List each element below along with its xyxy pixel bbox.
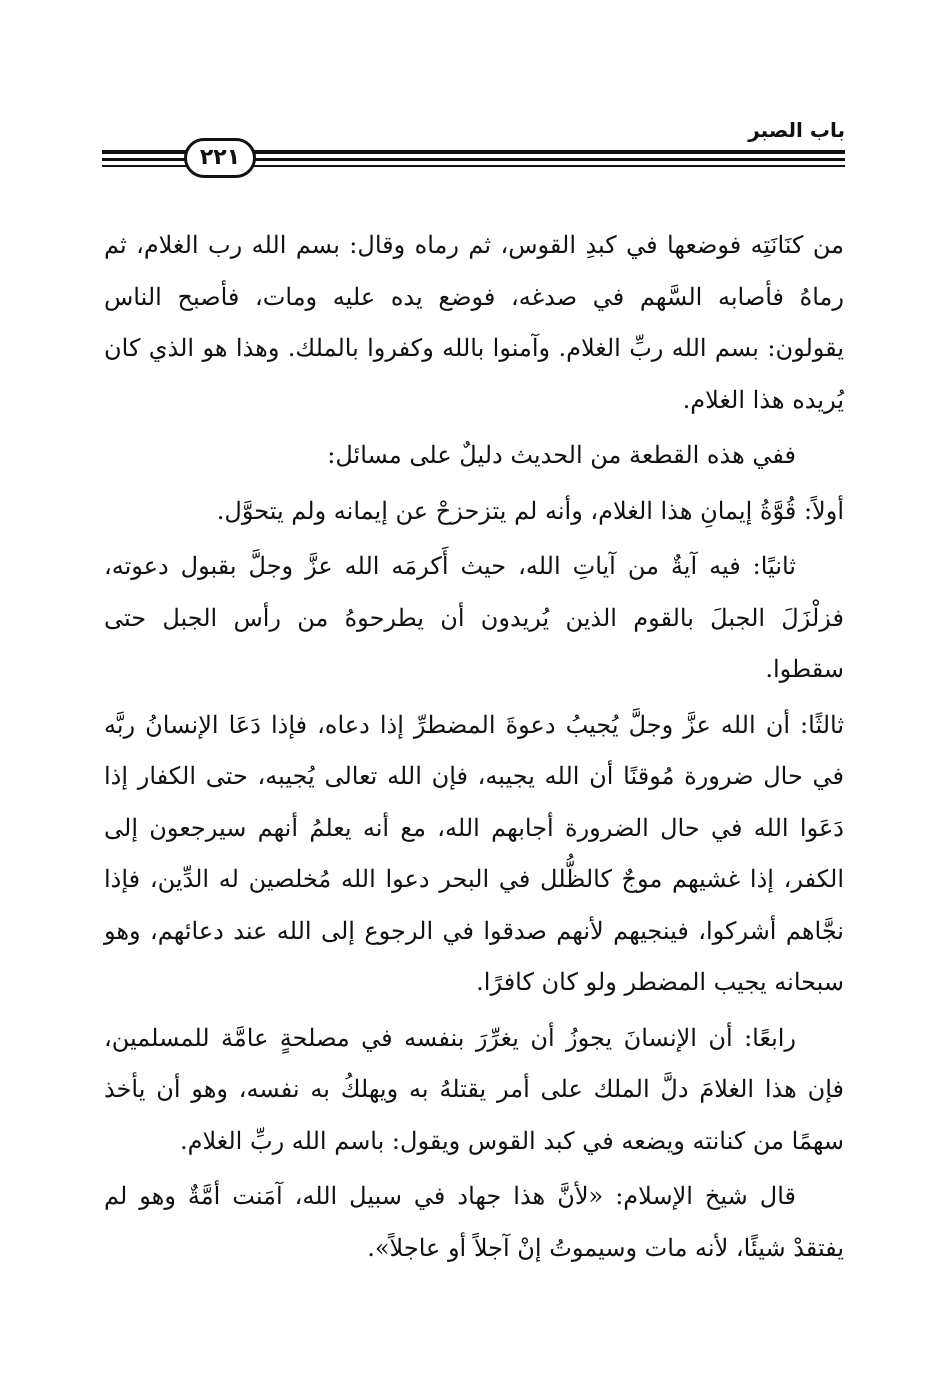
paragraph: قال شيخ الإسلام: «لأنَّ هذا جهاد في سبيل الله، آمَنت أمَّةٌ وهو لم يفتقدْ شيئًا، لأنه مات وسيموتُ إنْ آجلاً أو عاجلاً». xyxy=(104,1182,844,1262)
paragraph: من كنَانَتِه فوضعها في كبدِ القوس، ثم رماه وقال: بسم الله رب الغلام، ثم رماهُ فأصابه السَّهم في صدغه، فوضع يده عليه ومات، فأصبح الناس يقولون: بسم الله ربِّ الغلام. وآمنوا بالله وكفروا بالملك. وهذا هو الذي كان يُريده هذا الغلام. xyxy=(104,231,844,414)
paragraph: رابعًا: أن الإنسانَ يجوزُ أن يغرِّرَ بنفسه في مصلحةٍ عامَّة للمسلمين، فإن هذا الغلامَ دلَّ الملك على أمر يقتلهُ به ويهلكُ به نفسه، وهو أن يأخذ سهمًا من كنانته ويضعه في كبد القوس ويقول: باسم الله ربِّ الغلام. xyxy=(104,1023,844,1155)
chapter-title: باب الصبر xyxy=(748,118,845,142)
page-header xyxy=(102,118,845,178)
paragraph: ثانيًا: فيه آيةٌ من آياتِ الله، حيث أَكرمَه الله عزَّ وجلَّ بقبول دعوته، فزلْزَلَ الجبلَ بالقوم الذين يُريدون أن يطرحوهُ من رأس الجبل حتى سقطوا. xyxy=(104,552,844,683)
paragraph: ففي هذه القطعة من الحديث دليلٌ على مسائل: xyxy=(327,441,796,469)
page-number: ٢٢١ xyxy=(184,138,256,178)
body-text xyxy=(104,220,844,1278)
paragraph: ثالثًا: أن الله عزَّ وجلَّ يُجيبُ دعوةَ المضطرِّ إذا دعاه، فإذا دَعَا الإنسانُ ربَّه في حال ضرورة مُوقنًا أن الله يجيبه، فإن الله تعالى يُجيبه، حتى الكفار إذا دَعَوا الله في حال الضرورة أجابهم الله، مع أنه يعلمُ أنهم سيرجعون إلى الكفر، إذا غشيهم موجٌ كالظُّلل في البحر دعوا الله مُخلصين له الدِّين، فإذا نجَّاهم أشركوا، فينجيهم لأنهم صدقوا في الرجوع إلى الله عند دعائهم، وهو سبحانه يجيب المضطر ولو كان كافرًا. xyxy=(104,710,844,996)
paragraph: أولاً: قُوَّةُ إيمانِ هذا الغلام، وأنه لم يتزحزحْ عن إيمانه ولم يتحوَّل. xyxy=(216,496,844,525)
